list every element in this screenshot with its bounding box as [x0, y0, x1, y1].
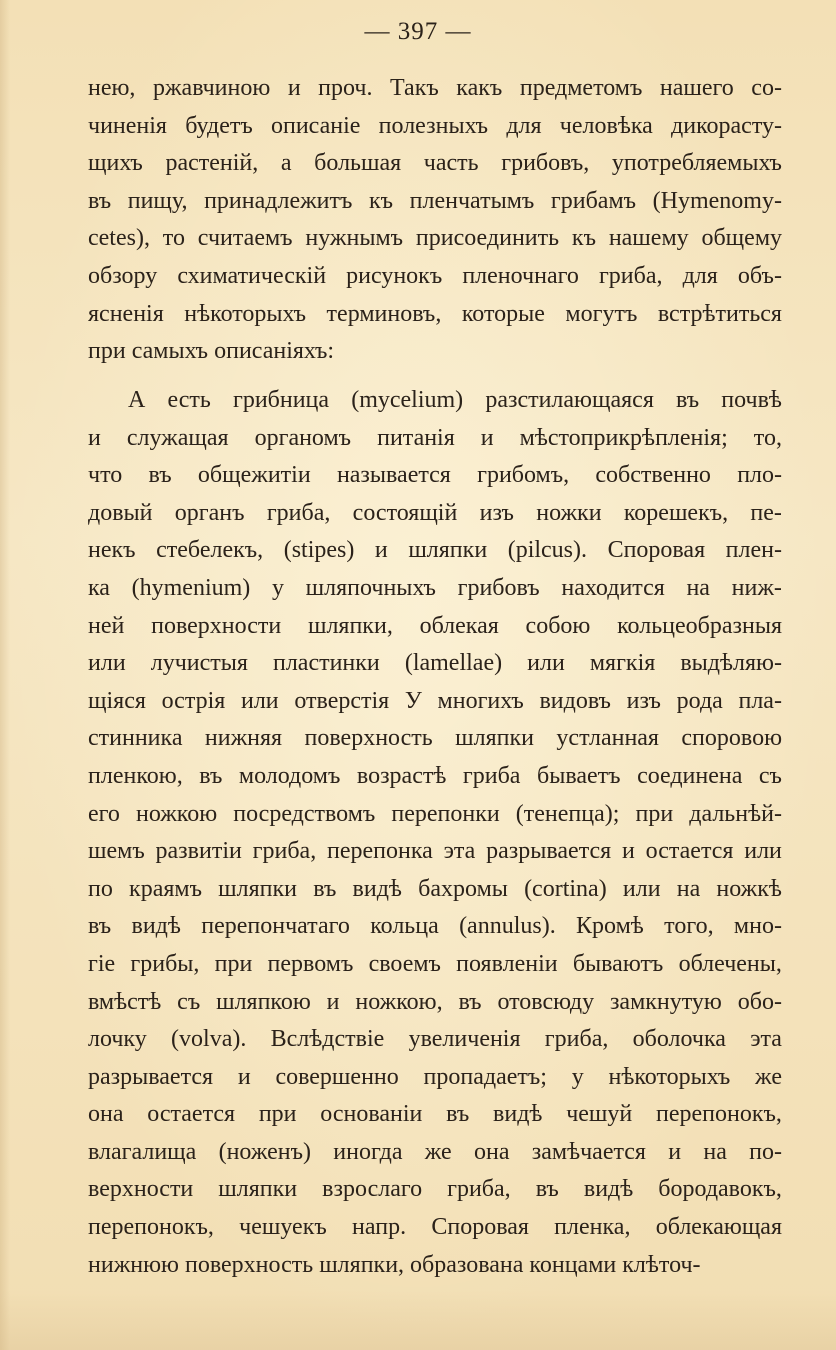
- text-line: некъ стебелекъ, (stipes) и шляпки (pilcus). Споровая плен-: [88, 537, 782, 564]
- text-line: cetes), то считаемъ нужнымъ присоединить къ нашему общему: [88, 225, 782, 252]
- text-line: что въ общежитіи называется грибомъ, собственно пло-: [88, 462, 782, 489]
- text-line: стинника нижняя поверхность шляпки устланная споровою: [88, 725, 782, 752]
- text-line: нею, ржавчиною и проч. Такъ какъ предметомъ нашего со-: [88, 75, 782, 101]
- page-bottom-shadow: [0, 1290, 836, 1350]
- text-line: ясненія нѣкоторыхъ терминовъ, которые могутъ встрѣтиться: [88, 300, 782, 327]
- text-line: разрывается и совершенно пропадаетъ; у нѣкоторыхъ же: [88, 1063, 782, 1090]
- text-line: ней поверхности шляпки, облекая собою кольцеобразныя: [88, 612, 782, 639]
- text-line: шемъ развитіи гриба, перепонка эта разрывается и остается или: [88, 838, 782, 865]
- text-line: его ножкою посредствомъ перепонки (тенепца); при дальнѣй-: [88, 800, 782, 827]
- text-line: щихъ растеній, а большая часть грибовъ, употребляемыхъ: [88, 150, 782, 177]
- text-line: ка (hymenium) у шляпочныхъ грибовъ находится на ниж-: [88, 574, 782, 601]
- text-line: щіяся острія или отверстія У многихъ видовъ изъ рода пла-: [88, 687, 782, 714]
- page-edge-shadow: [0, 0, 10, 1350]
- text-line: въ видѣ перепончатаго кольца (annulus). Кромѣ того, мно-: [88, 913, 782, 940]
- text-line: при самыхъ описаніяхъ:: [88, 338, 335, 365]
- paragraph-mushroom-description: [88, 382, 782, 1284]
- text-line: чиненія будетъ описаніе полезныхъ для человѣка дикорасту-: [88, 112, 782, 139]
- text-line: влагалища (ноженъ) иногда же она замѣчается и на по-: [88, 1138, 782, 1165]
- text-line: перепонокъ, чешуекъ напр. Споровая пленка, облекающая: [88, 1214, 782, 1241]
- text-line: верхности шляпки взрослаго гриба, въ видѣ бородавокъ,: [88, 1176, 782, 1203]
- text-line: она остается при основаніи въ видѣ чешуй перепонокъ,: [88, 1101, 782, 1128]
- text-line: нижнюю поверхность шляпки, образована концами клѣточ-: [88, 1251, 701, 1278]
- text-line: вмѣстѣ съ шляпкою и ножкою, въ отовсюду замкнутую обо-: [88, 988, 782, 1015]
- text-line: А есть грибница (mycelium) разстилающаяся въ почвѣ: [128, 387, 782, 413]
- text-line: гіе грибы, при первомъ своемъ появленіи бываютъ облечены,: [88, 950, 782, 977]
- text-line: пленкою, въ молодомъ возрастѣ гриба бываетъ соединена съ: [88, 762, 782, 789]
- text-line: довый органъ гриба, состоящій изъ ножки корешекъ, пе-: [88, 499, 782, 526]
- text-line: по краямъ шляпки въ видѣ бахромы (cortina) или на ножкѣ: [88, 875, 782, 902]
- text-line: въ пищу, принадлежитъ къ пленчатымъ грибамъ (Hymenomy-: [88, 187, 782, 214]
- paragraph-intro: [88, 70, 782, 371]
- text-line: обзору схиматическій рисунокъ пленочнаго гриба, для объ-: [88, 262, 782, 289]
- text-line: и служащая органомъ питанія и мѣстоприкрѣпленія; то,: [88, 424, 782, 451]
- text-line: или лучистыя пластинки (lamellae) или мягкія выдѣляю-: [88, 650, 782, 677]
- page-number: — 397 —: [364, 18, 472, 45]
- text-line: лочку (volva). Вслѣдствіе увеличенія гриба, оболочка эта: [88, 1026, 782, 1053]
